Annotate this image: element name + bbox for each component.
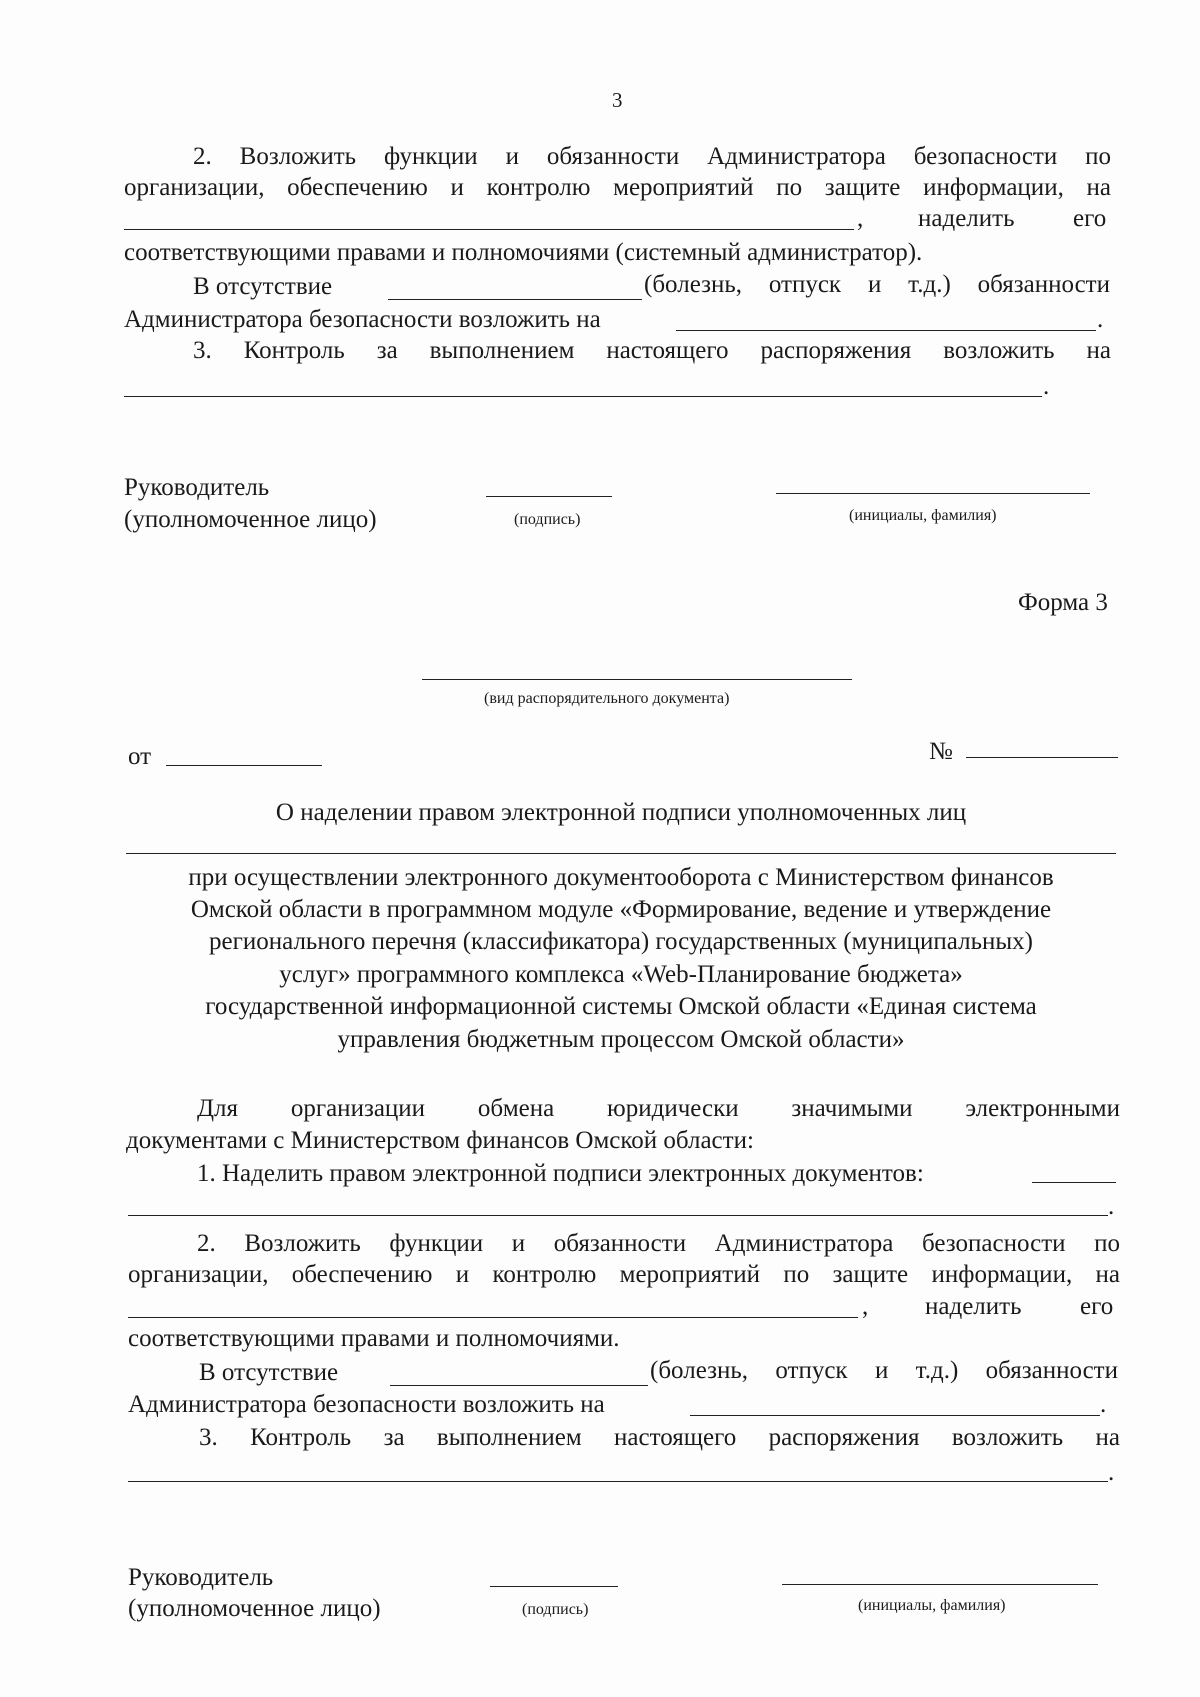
p1-blank-end	[1032, 1182, 1116, 1183]
s1-absent-blank	[388, 299, 642, 300]
number-label: №	[929, 738, 953, 765]
intro-line2: документами с Министерством финансов Омской области:	[126, 1127, 754, 1154]
sig1-name-caption: (инициалы, фамилия)	[849, 507, 997, 524]
p3-line1: 3. Контроль за выполнением настоящего распоряжения возложить на	[199, 1424, 1120, 1451]
absent-period: .	[1100, 1391, 1107, 1418]
p2-word-nadelit: наделить	[925, 1293, 1022, 1320]
p2-line2: организации, обеспечению и контролю мероприятий по защите информации, на	[128, 1261, 1120, 1288]
s1-p2-line1: 2. Возложить функции и обязанности Администратора безопасности по	[193, 143, 1111, 170]
p1-text: 1. Наделить правом электронной подписи электронных документов:	[197, 1160, 924, 1187]
p1-period: .	[1108, 1193, 1115, 1220]
p2-line4: соответствующими правами и полномочиями.	[128, 1325, 620, 1352]
sig1-sign-caption: (подпись)	[514, 511, 581, 528]
from-label: от	[128, 743, 152, 770]
intro-line1: Для организации обмена юридически значимыми электронными	[197, 1095, 1120, 1122]
subject-line-4: услуг» программного комплекса «Web-Планирование бюджета»	[279, 961, 963, 988]
p2-line1: 2. Возложить функции и обязанности Администратора безопасности по	[197, 1230, 1120, 1257]
s1-p3-period: .	[1043, 373, 1050, 400]
sig1-title-line1: Руководитель	[124, 474, 270, 501]
p2-word-ego: его	[1080, 1293, 1114, 1320]
date-blank	[166, 765, 322, 766]
s1-admin-blank	[124, 229, 854, 230]
absent-blank	[390, 1385, 648, 1386]
absent-name-blank	[690, 1415, 1100, 1416]
subject-blank	[126, 853, 1116, 854]
s1-absent-period: .	[1097, 306, 1104, 333]
doc-type-caption: (вид распорядительного документа)	[484, 690, 730, 707]
sig2-sign-caption: (подпись)	[522, 1601, 589, 1618]
s1-absent-name-blank	[676, 330, 1096, 331]
subject-line-5: государственной информационной системы Омской области «Единая система	[205, 993, 1037, 1020]
page-number: 3	[612, 88, 623, 112]
s1-absent-rest: (болезнь, отпуск и т.д.) обязанности	[644, 271, 1110, 298]
s1-word-nadelit: наделить	[918, 205, 1015, 232]
subject-line-1: при осуществлении электронного документооборота с Министерством финансов	[188, 864, 1054, 891]
sig2-name-blank	[782, 1584, 1098, 1585]
p3-period: .	[1108, 1459, 1115, 1486]
s1-control-blank	[124, 396, 1042, 397]
s1-word-ego: его	[1073, 205, 1107, 232]
sig1-name-blank	[776, 493, 1090, 494]
doc-type-blank	[422, 679, 852, 680]
p2-comma: ,	[862, 1293, 869, 1320]
sig2-title-line1: Руководитель	[128, 1564, 274, 1591]
s1-comma: ,	[857, 205, 864, 232]
p2-admin-blank	[128, 1317, 858, 1318]
absent-start: В отсутствие	[199, 1359, 339, 1386]
subject-line-2: Омской области в программном модуле «Формирование, ведение и утверждение	[190, 896, 1052, 923]
p1-blank-line	[128, 1215, 1108, 1216]
s1-p3-line1: 3. Контроль за выполнением настоящего распоряжения возложить на	[193, 337, 1111, 364]
s1-p2-line4: соответствующими правами и полномочиями (системный администратор).	[124, 239, 923, 266]
absent-line2: Администратора безопасности возложить на	[128, 1391, 605, 1418]
control-blank	[128, 1481, 1108, 1482]
s1-p2-line2: организации, обеспечению и контролю мероприятий по защите информации, на	[124, 174, 1111, 201]
sig2-name-caption: (инициалы, фамилия)	[858, 1597, 1006, 1614]
sig1-title-line2: (уполномоченное лицо)	[124, 506, 377, 533]
s1-absent-line2: Администратора безопасности возложить на	[124, 306, 601, 333]
number-blank	[966, 757, 1118, 758]
form-label: Форма 3	[1018, 589, 1108, 616]
subject-line-3: регионального перечня (классификатора) государственных (муниципальных)	[209, 928, 1033, 955]
subject-line-6: управления бюджетным процессом Омской области»	[337, 1026, 905, 1053]
sig2-title-line2: (уполномоченное лицо)	[128, 1595, 381, 1622]
sig1-sign-blank	[486, 496, 612, 497]
s1-absent-start: В отсутствие	[193, 273, 333, 300]
subject-title: О наделении правом электронной подписи уполномоченных лиц	[275, 799, 967, 826]
sig2-sign-blank	[490, 1586, 618, 1587]
absent-rest: (болезнь, отпуск и т.д.) обязанности	[650, 1357, 1118, 1384]
